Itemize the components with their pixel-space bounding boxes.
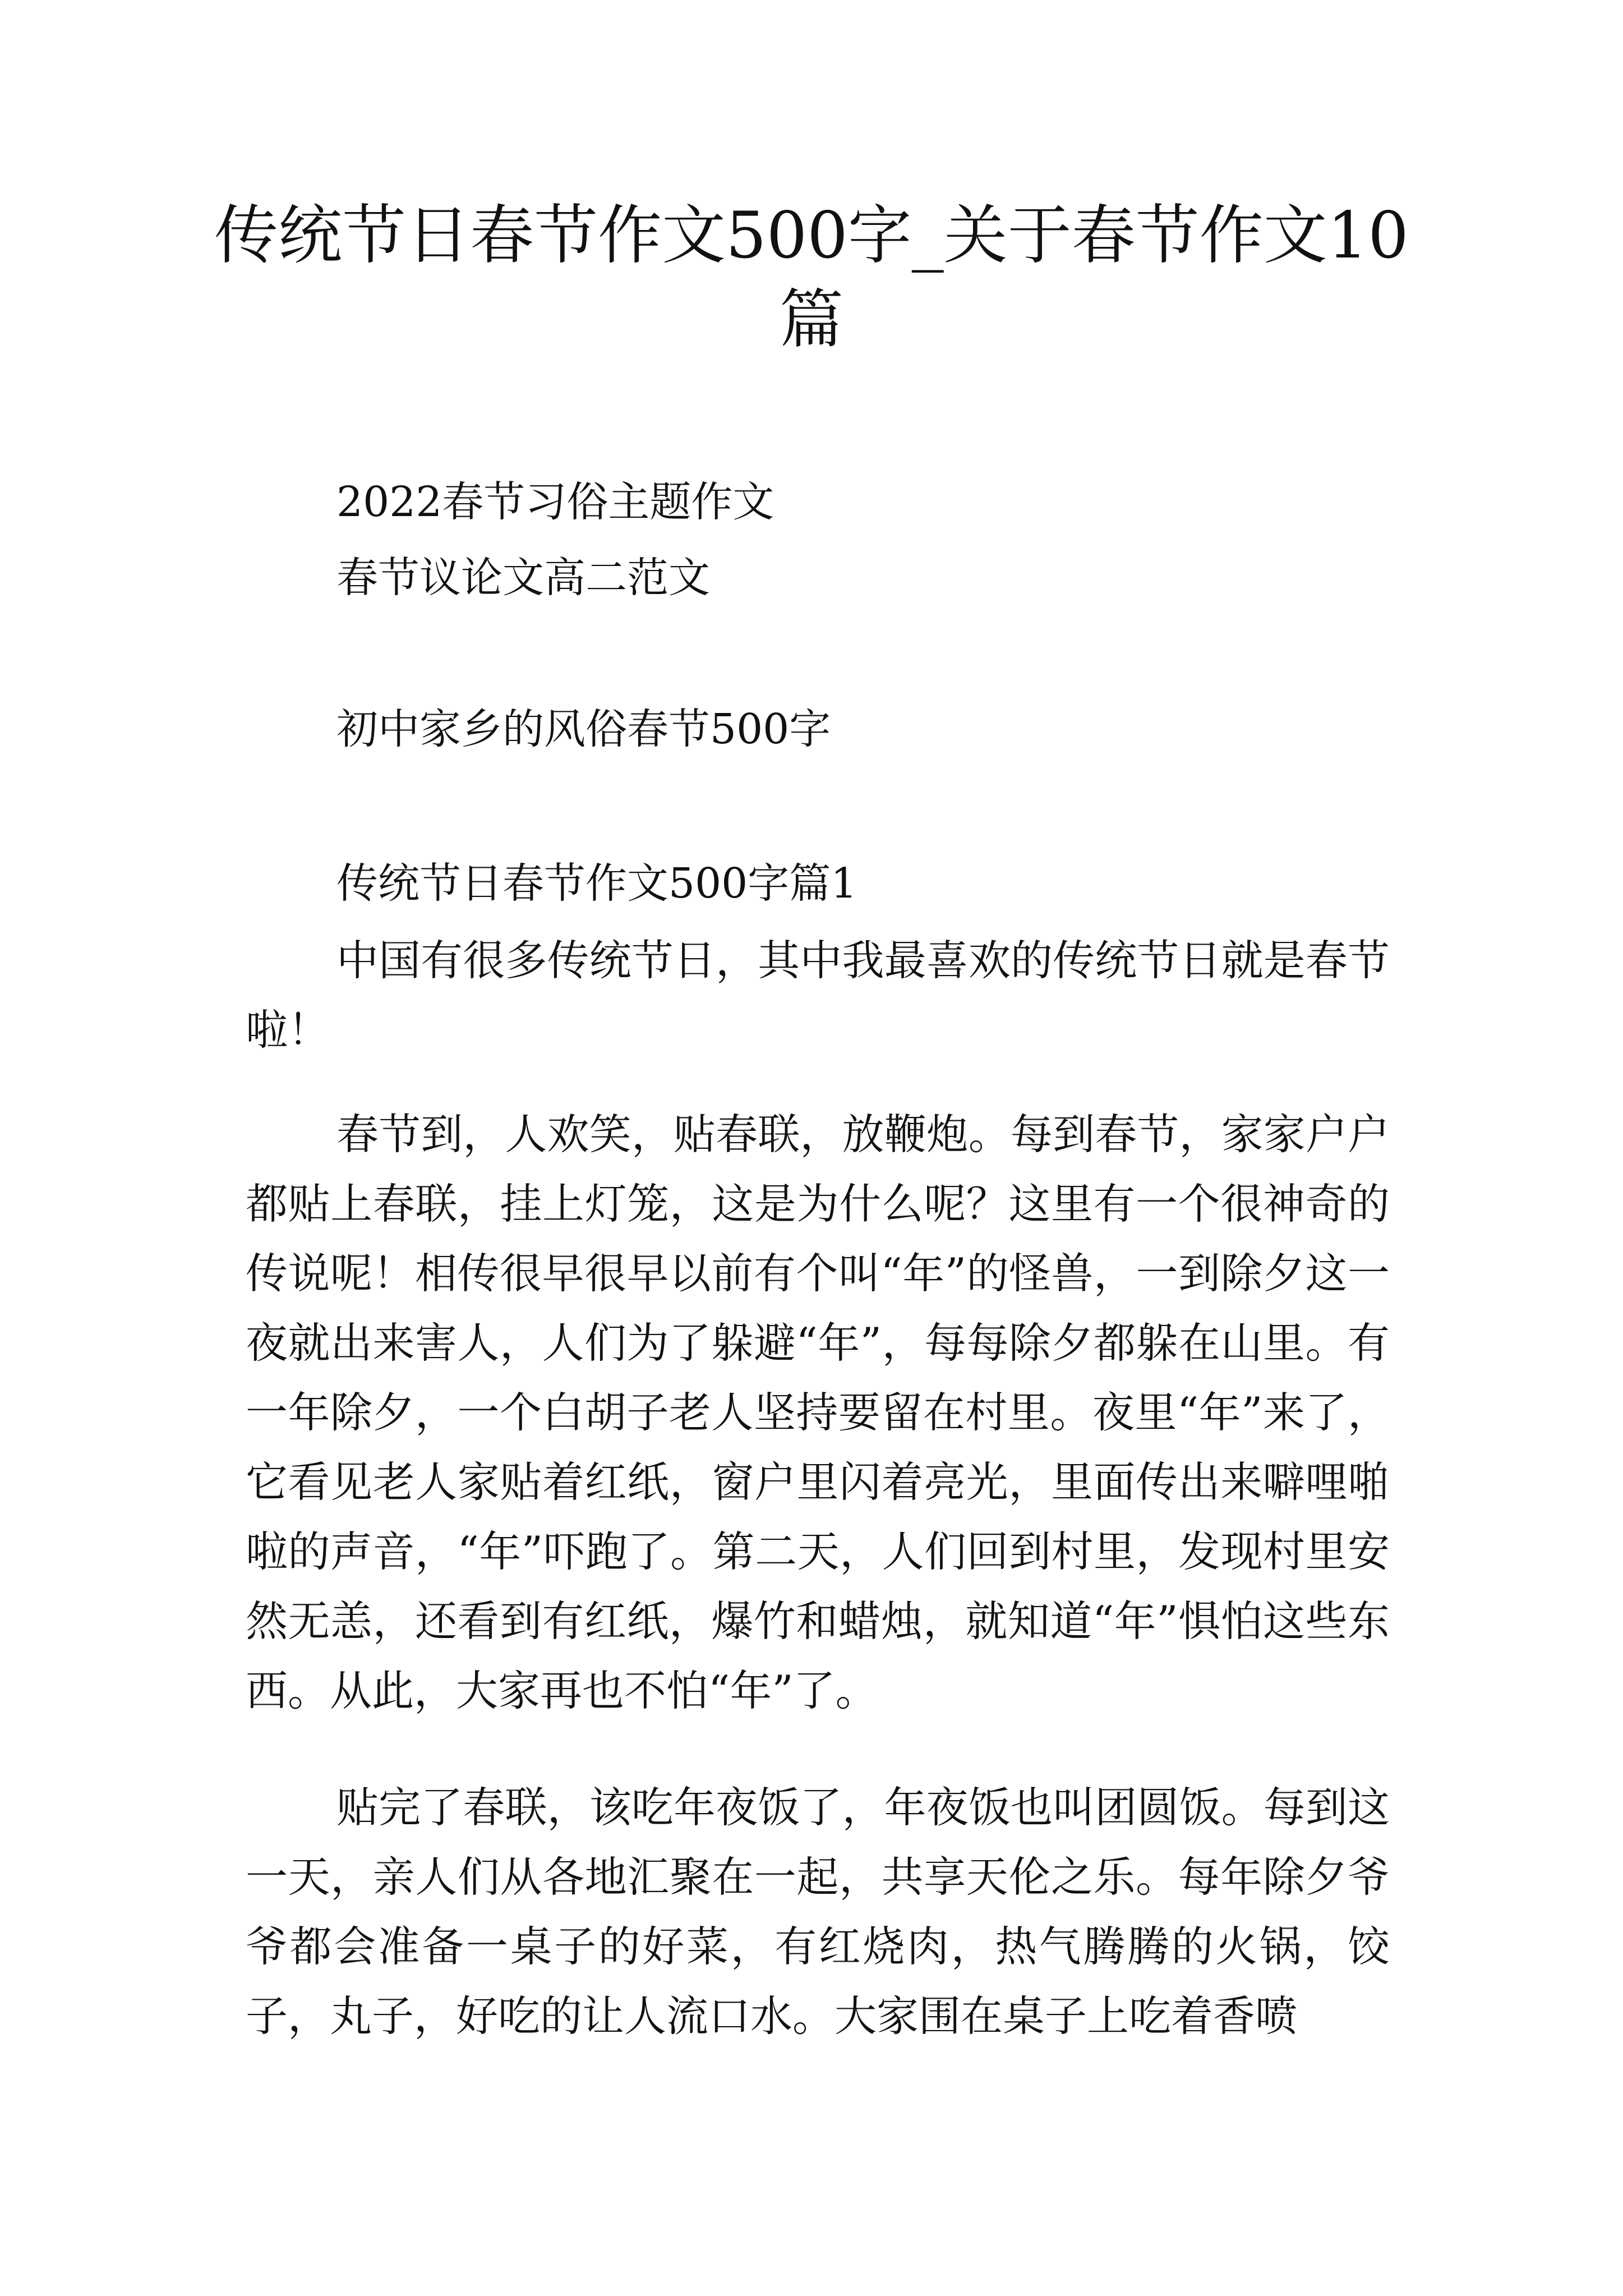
paragraph-3: 贴完了春联，该吃年夜饭了，年夜饭也叫团圆饭。每到这一天，亲人们从各地汇聚在一起，共享天伦之乐。每年除夕爷爷都会准备一桌子的好菜，有红烧肉，热气腾腾的火锅，饺子，丸子，好吃的让人流口水。大家围在桌子上吃着香喷 [246, 1783, 1390, 2041]
related-link-1: 2022春节习俗主题作文 [336, 478, 774, 526]
document-title: 传统节日春节作文500字_关于春节作文10篇 [214, 198, 1409, 357]
paragraph-1: 中国有很多传统节日，其中我最喜欢的传统节日就是春节啦！ [246, 936, 1390, 1055]
related-link-3: 初中家乡的风俗春节500字 [336, 705, 831, 753]
related-link-2: 春节议论文高二范文 [336, 554, 710, 602]
section-heading: 传统节日春节作文500字篇1 [336, 859, 857, 908]
paragraph-2: 春节到，人欢笑，贴春联，放鞭炮。每到春节，家家户户都贴上春联，挂上灯笼，这是为什么呢？这里有一个很神奇的传说呢！相传很早很早以前有个叫“年”的怪兽，一到除夕这一夜就出来害人，人们为了躲避“年”，每每除夕都躲在山里。有一年除夕，一个白胡子老人坚持要留在村里。夜里“年”来了，它看见老人家贴着红纸，窗户里闪着亮光，里面传出来噼哩啪啦的声音，“年”吓跑了。第二天，人们回到村里，发现村里安然无恙，还看到有红纸，爆竹和蜡烛，就知道“年”惧怕这些东西。从此，大家再也不怕“年”了。 [246, 1110, 1390, 1715]
